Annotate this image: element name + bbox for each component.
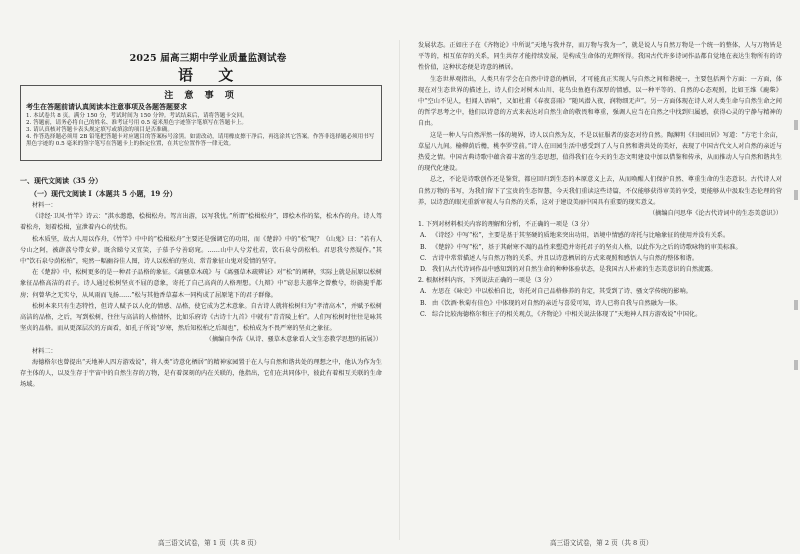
paragraph: 生态世界观指出，人类只有学会在自然中诗意的栖居，才可能真正实现人与自然之间和谐统一，主要包括两个方面：一方面，体现在对生态世界的描述上，诗人们会对树木山川、花鸟虫鱼抱有深厚的情感，以一种平等的、自然的心态观照，比如王维《鹿柴》中“空山不见人，但闻人语响”，又如杜甫《春夜喜雨》“随风潜入夜，润物细无声”。另一方面体现在诗人对人类生命与自然生命之间的哲学思考之中，他们以诗意的方式来表达对自然生命的敬畏和尊重，强调人应当在自然之中找到归属感，获得心灵的宁静与精神的自由。 — [418, 75, 782, 128]
subsection-heading: （一）现代文阅读 I（本题共 5 小题，19 分） — [30, 189, 177, 198]
binding-marks — [792, 0, 798, 554]
exam-subject: 语 文 — [178, 66, 244, 84]
option-b — [418, 298, 782, 309]
material-1-label: 材料一： — [32, 202, 57, 209]
material-1 — [20, 200, 382, 390]
question-1-stem: 1. 下列对材料相关内容的理解和分析，不正确的一项是（3 分） — [418, 221, 593, 229]
paragraph: 《诗经·卫风·竹竿》诗云：“淇水滺滺，桧楫松舟。驾言出游，以写我忧。”所谓“桧楫松舟”，即桧木作的桨，松木作的舟。诗人驾着松舟，划着桧楫，宣泄着内心的忧伤。 — [20, 213, 382, 232]
notice-item: 2. 答题前，请务必将自己的姓名、准考证号用 0.5 毫米黑色字迹签字笔填写在答题卡上。 — [26, 120, 247, 127]
notice-item: 4. 作答选择题必须用 2B 铅笔把答题卡对应题目的答案标号涂黑。如需改动，请用橡皮擦干净后，再选涂其它答案。作答非选择题必须用书写黑色字迹的 0.5 毫米的签字笔写在答题卡上的指定位置，在其它位置作答一律无效。 — [26, 134, 375, 148]
page-footer-left: 高三语文试卷，第 1 页（共 8 页） — [158, 539, 261, 547]
option-label: A. — [420, 232, 427, 240]
option-c — [418, 309, 782, 320]
notice-item: 1. 本试卷共 8 页。满分 150 分，考试时间为 150 分钟。考试结束后，请将答题卡交回。 — [26, 113, 248, 119]
option-label: C. — [420, 254, 427, 262]
option-label: A. — [420, 288, 427, 296]
page-right — [400, 0, 800, 554]
page-footer-right: 高三语文试卷，第 2 页（共 8 页） — [550, 539, 653, 547]
paragraph: 松木质坚，故古人用以作舟，《竹竿》中中的“桧楫松舟”主要还是强调它的功用，而《楚辞》中的“松”呢？《山鬼》曰：“若有人兮山之阿，被薜荔兮带女萝。既含睇兮又宜笑，子慕予兮善窈窕。……山中人兮芳杜若，饮石泉兮荫松柏。君思我兮然疑作。”其中“饮石泉兮荫松柏”，宛然一幅幽谷佳人图，诗人以松柏的坚贞、常青象征山鬼对爱情的坚守。 — [20, 235, 382, 266]
option-a — [418, 286, 782, 297]
paragraph: 总之，不论是诗歌创作还是鉴赏，都应回归到生态的本原意义上去，从而唤醒人们保护自然、尊重生命的生态意识。古代诗人对自然万物的书写，为我们留下了宝贵的生态智慧，今天我们重读这些诗篇，不仅能够获得审美的享受，更能够从中汲取生态伦理的营养，以诗意的眼光重新审视人与自然的关系，这对于建设美丽中国具有重要的现实意义。 — [418, 176, 782, 206]
paragraph: 松树本来只有生态特性，但诗人赋予以人化的情感、品格，使它成为艺术意象。自古诗人就将松树归为“孝清高木”，并赋予松树高洁的品格，之后，写到松树，往往与高洁的人格情怀，比如乐府诗《古诗十九首》中就有“青青陵上柏”。人们写松树时往往是咏其坚贞的品格。而从更深层次的方面看，如孔子所说“岁寒，然后知松柏之后凋也”，松柏成为不畏严寒的坚贞之象征。 — [20, 302, 382, 333]
option-text: 综合比较海德格尔和庄子的相关观点，《齐物论》中相关说法体现了“天地神人四方游戏说”中国化。 — [432, 310, 702, 318]
option-c — [418, 253, 782, 264]
paragraph: 发展状态。正如庄子在《齐物论》中所说“天地与我并存，而万物与我为一”，就是说人与自然万物是一个统一的整体，人与万物皆是平等的，相互依存的关系，同生共存才能持续发展，是构成生命体的光辉所得。我国古代许多诗词作品都自觉地在表达生物所有的诗性价值，这种状态便是诗意的栖居。 — [418, 42, 782, 72]
option-text: 由《饮酒·秋菊有佳色》中体现的对自然的亲近与喜爱可知，诗人已将自我与自然融为一体。 — [432, 299, 682, 307]
paragraph: 在《楚辞》中，松树更多的是一种君子品格的象征。《离骚草木疏》与《离骚草木疏辨证》对“松”的阐释，实际上就是屈原以松树象征品格高洁的君子。诗人通过松树坚贞不屈的意象，寄托了自己高尚的人格理想。《九辩》中“窃悲夫蕙华之曾敷兮，纷旖旎乎都房；何曾华之无实兮，从风雨而飞扬……”松与其他香草嘉木一同构成了屈原笔下的君子群像。 — [20, 269, 382, 299]
material-2-label: 材料二： — [32, 347, 57, 355]
option-label: D. — [420, 266, 427, 274]
section-heading: 一、现代文阅读（35 分） — [20, 176, 103, 185]
option-text: 《楚辞》中写“松”，基于其耐寒不凋的品性来塑造并寄托君子的坚贞人格，以此作为之后的诗歌咏物的审美标准。 — [432, 243, 742, 251]
option-label: B. — [420, 299, 427, 307]
option-label: B. — [420, 243, 427, 251]
exam-title: 2025 届高三期中学业质量监测试卷 — [129, 53, 287, 64]
option-text: 古诗中常常描述人与自然万物的关系，并且以诗意栖居的方式来观照和感悟人与自然的整体和谐。 — [432, 254, 699, 262]
option-b — [418, 242, 782, 253]
paragraph: 海德格尔也曾提出“天地神人四方游戏说”，将人类“诗意化栖居”的精神家园置于在人与自然和谐共处的理想之中，他认为作为生存主体的人，以及生存于宇宙中的自然生存的万物，是有着深刻的内在关联的，他指出，它们在共同体中，彼此有着相互关联的生命场域。 — [20, 358, 382, 389]
question-2-stem: 2. 根据材料内容，下列说法正确的一项是（3 分） — [418, 277, 556, 285]
material-2-continued — [418, 40, 782, 320]
option-d — [418, 264, 782, 275]
notice-heading: 注 意 事 项 — [164, 91, 238, 101]
option-text: 《诗经》中写“松”，主要是基于其坚硬的质地来突出功用，语境中情感的寄托与比喻象征的使用并没有关系。 — [432, 232, 730, 240]
notice-item: 3. 请认真核对答题卡表头规定填写或填涂的项目是否准确。 — [26, 127, 173, 134]
option-label: C. — [420, 310, 427, 318]
option-text: 我们从古代诗词作品中感知到的对自然生命的种种体验状态，是我国古人朴素的生态美意识的自然流露。 — [432, 266, 717, 274]
notice-warning: 考生在答题前请认真阅读本注意事项及各题答题要求 — [26, 102, 187, 111]
question-2-options — [418, 286, 782, 320]
paragraph: 这是一种人与自然浑然一体的境界，诗人以自然为友，不是以征服者的姿态对待自然。陶渊明《归园田居》写道：“方宅十余亩，草屋八九间。榆柳荫后檐，桃李罗堂前。”诗人在田园生活中感受到了人与自然和谐共处的美好，表现了中国古代文人对自然的亲近与热爱之情。中国古典诗歌中蕴含着丰富的生态思想，值得我们在今天的生态文明建设中加以借鉴和传承，从而推动人与自然和谐共生的现代化建设。 — [418, 131, 782, 173]
notice-box — [20, 85, 382, 161]
option-a — [418, 230, 782, 241]
option-text: 左思在《咏史》中以松柏自比，寄托对自己品格修养的肯定，其受到了诗、骚文学传统的影响。 — [432, 288, 692, 296]
source-citation: （摘编自闫思华《论古代诗词中的生态美意识》） — [648, 210, 782, 218]
source-citation: （摘编自李浩《从诗、骚草木意象看人文生态教学思想的拓展》） — [205, 336, 382, 344]
question-1-options — [418, 230, 782, 275]
